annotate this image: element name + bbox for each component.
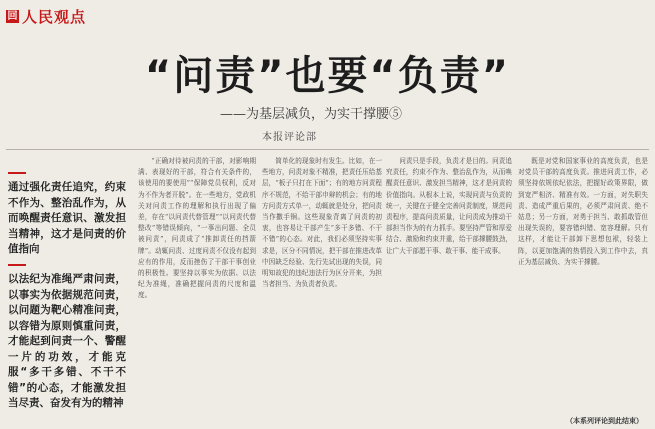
body-column-1 — [138, 156, 256, 426]
body-text: 问责只是手段，负责才是目的。问责追究责任，约束不作为、整治乱作为，从而唤醒责任意识、激发担当精神，这才是问责的价值指向。从根本上说，实现问责与负责的统一，关键在于健全完善问责制度，规范问责程序，提高问责质量，让问责成为推动干部担当作为的有力抓手。要坚持严管和厚爱结合、激励和约束并重，给干部撑腰鼓劲，让广大干部愿干事、敢干事、能干成事。 — [386, 157, 512, 255]
pull-quote-accent — [8, 172, 26, 174]
pull-quote-1: 通过强化责任追究，约束不作为、整治乱作为，从而唤醒责任意识、激发担当精神，这才是问责的价值指向 — [8, 181, 126, 255]
subtitle: ——为基层减负，为实干撑腰⑤ — [220, 107, 403, 122]
series-end-note: （本系列评论到此结束） — [566, 416, 643, 425]
body-text: “正确对待被问责的干部，对影响期满、表现好的干部，符合有关条件的，该使用的要使用”“保障党员权利，反对为不作为者开脱”。在一些地方，党政机关对问责工作的理解和执行出现了偏差，存在“以问责代替管理”“以问责代替整改”等错误倾向，“一事出问题、全员被问责”，问责成了“推卸责任的挡箭牌”。动辄问责、过度问责不仅没有起到应有的作用，反而挫伤了干部干事创业的积极性。要坚持以事实为依据、以法纪为准绳，准确把握问责的尺度和温度。 — [138, 157, 256, 300]
column-header — [6, 6, 86, 27]
pull-quote-accent — [8, 264, 26, 266]
body-text: 简单化的现象时有发生。比如，在一些地方，问责对象不精准，把责任压给基层，“板子只打在下面”；有的地方问责程序不规范，不给干部申辩的机会；有的地方问责方式单一，动辄就是处分，把问责当作撒手锏。这些现象背离了问责的初衷，也容易让干部产生“多干多错、不干不错”的心态。对此，我们必须坚持实事求是，区分不同情况，把干部在推进改革中因缺乏经验、先行先试出现的失误，同明知故犯的违纪违法行为区分开来，为担当者担当、为负责者负责。 — [262, 157, 382, 289]
byline: 本报评论部 — [262, 132, 317, 143]
pull-quote-2: 以法纪为准绳严肃问责，以事实为依据规范问责，以问题为靶心精准问责，以容错为原则慎重问责，才能起到问责一个、警醒一片的功效，才能克服“多干多错、不干不错”的心态，才能激发担当尽责、奋发有为的精神 — [8, 273, 126, 409]
body-text: 既是对党和国家事业的高度负责，也是对党员干部的高度负责。推进问责工作，必须坚持依规依纪依法，把握好政策界限，做到宽严相济、精准有效。一方面，对失职失责、造成严重后果的，必须严肃问责、绝不姑息；另一方面，对勇于担当、敢抓敢管但出现失误的，要容错纠错、宽容理解。只有这样，才能让干部卸下思想包袱，轻装上阵，以更加饱满的热情投入到工作中去，真正为基层减负、为实干撑腰。 — [518, 157, 648, 266]
newspaper-logo-icon: 回 — [7, 11, 18, 22]
body-column-2 — [262, 156, 382, 426]
body-column-3 — [386, 156, 512, 426]
divider — [6, 149, 649, 150]
body-column-4 — [518, 156, 648, 426]
section-title: 人民观点 — [22, 8, 87, 26]
headline: “问责”也要“负责” — [144, 53, 511, 99]
